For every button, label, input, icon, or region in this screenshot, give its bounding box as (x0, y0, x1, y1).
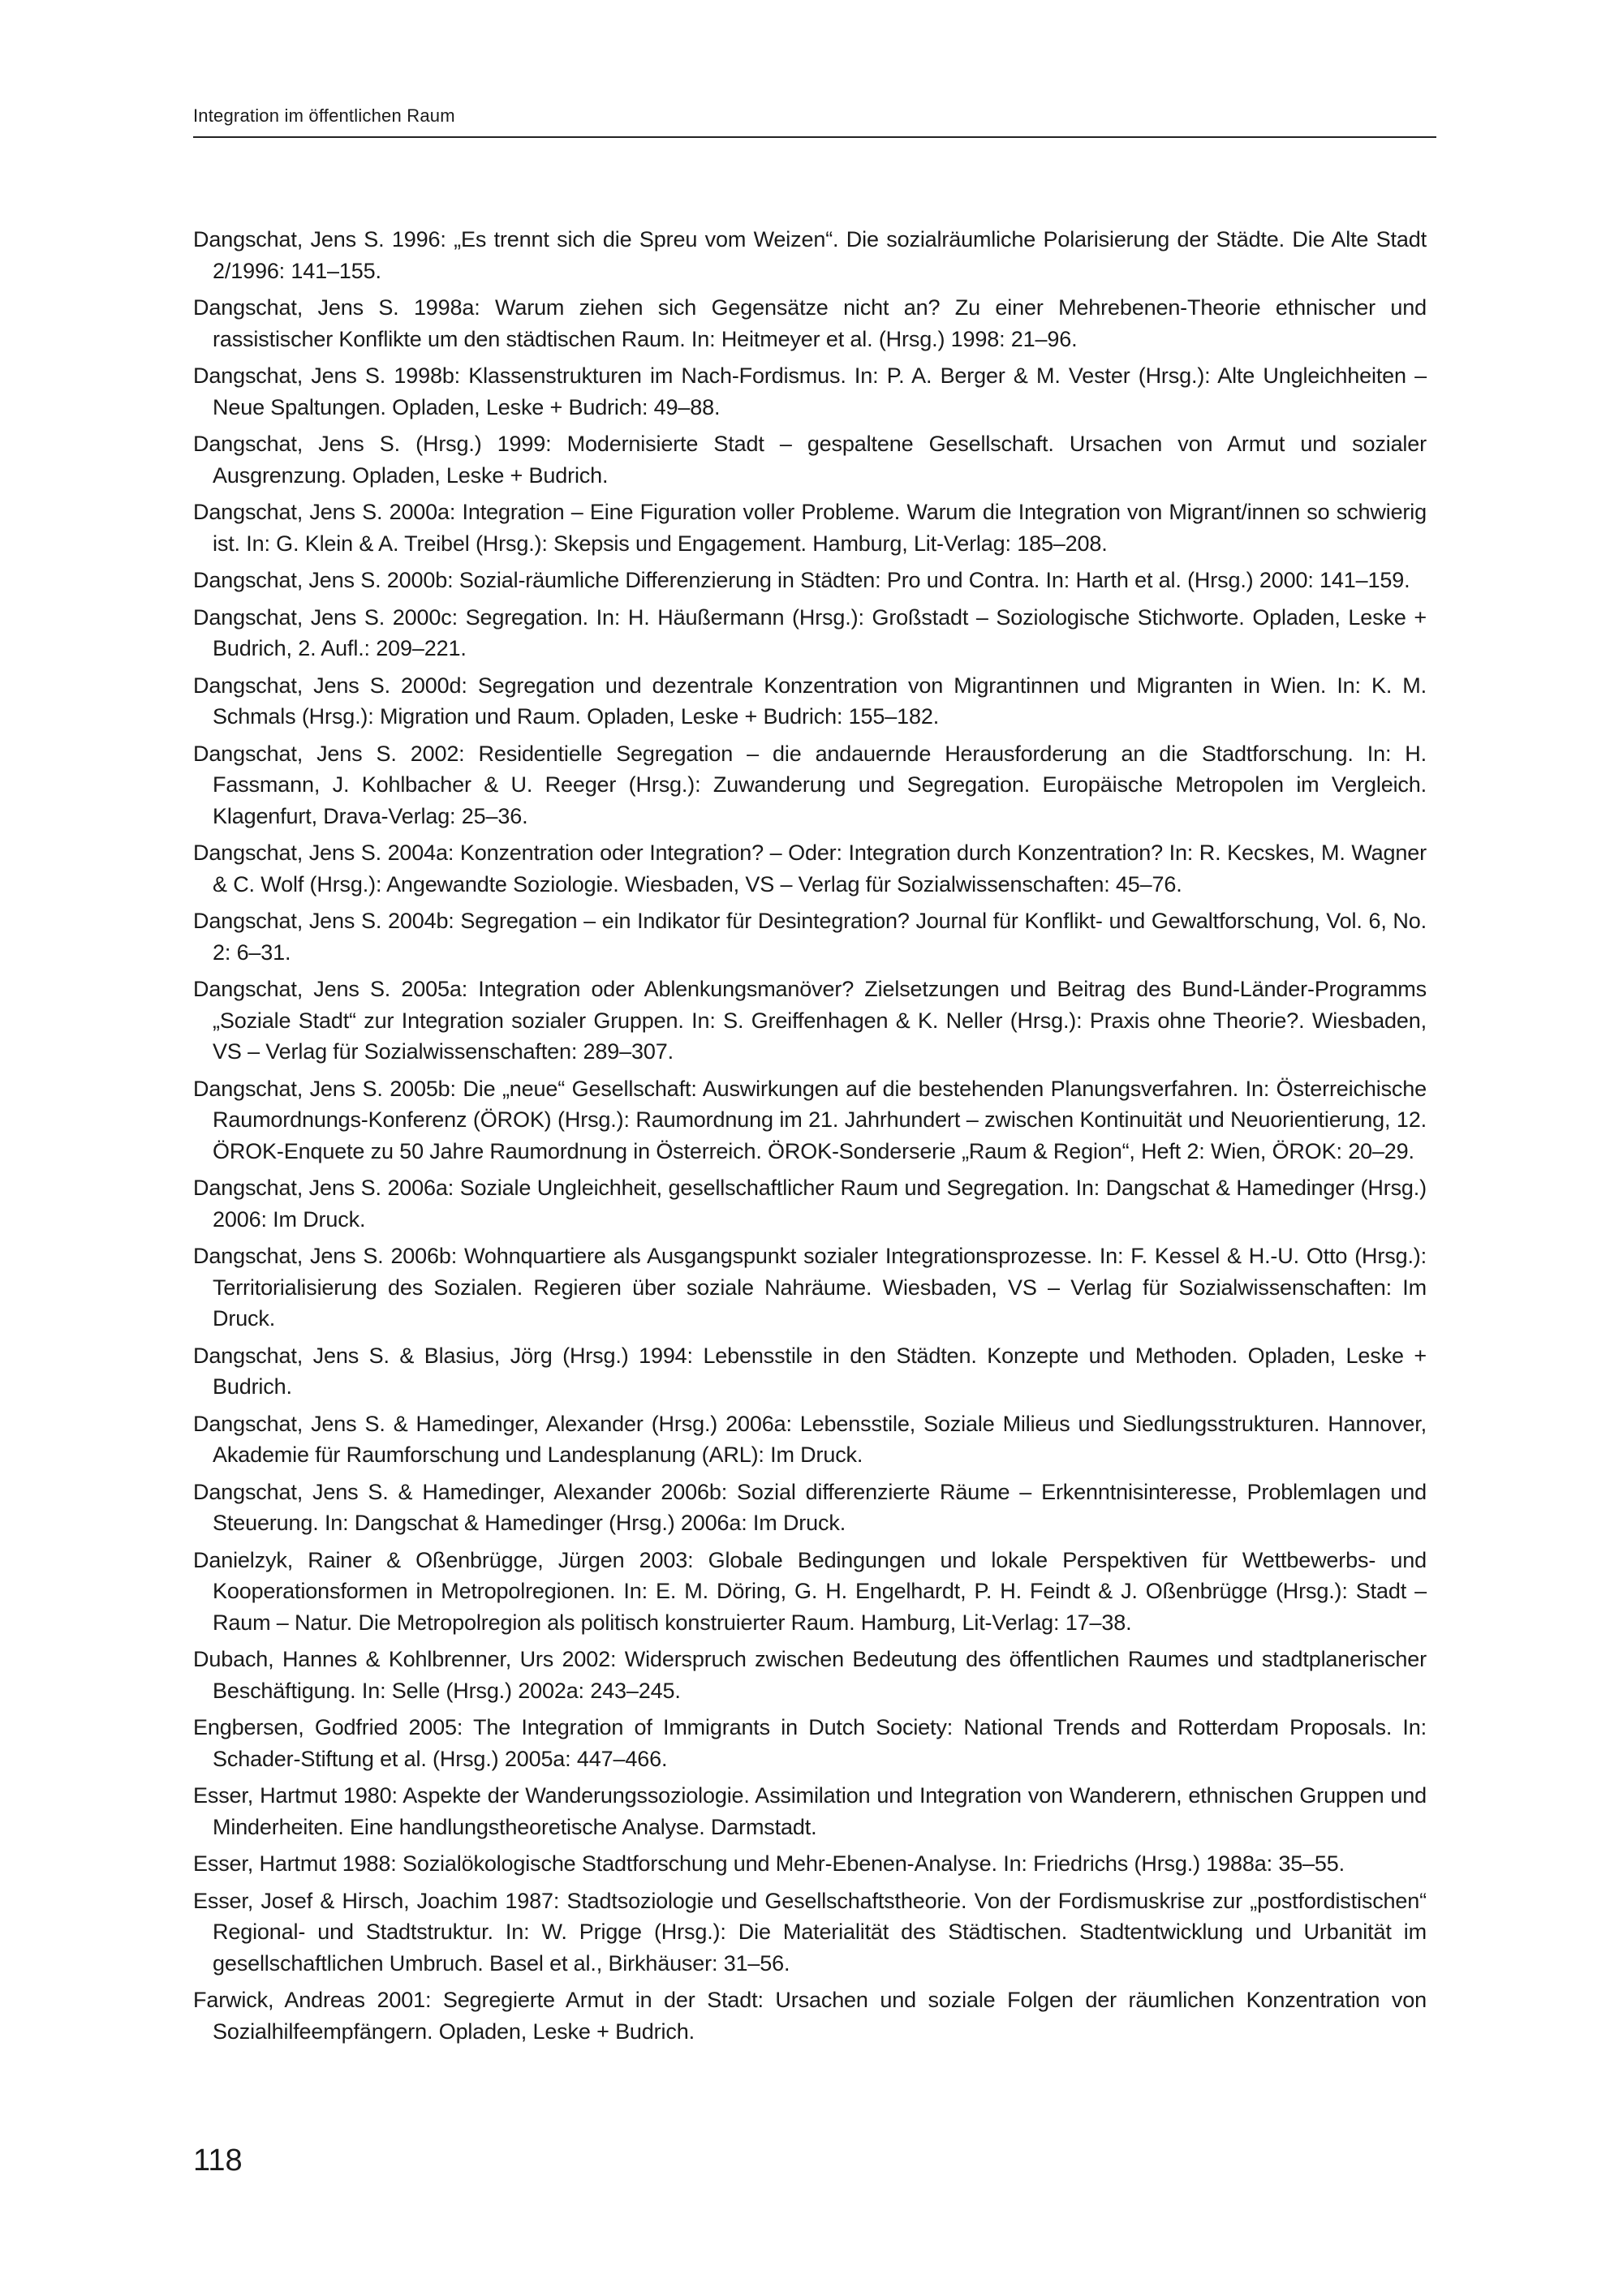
reference-entry: Dangschat, Jens S. & Blasius, Jörg (Hrsg.) 1994: Lebensstile in den Städten. Konzepte und Methoden. Opladen, Leske + Budrich. (193, 1343, 1427, 1399)
page-number: 118 (193, 2143, 243, 2178)
reference-entry: Dangschat, Jens S. 2000d: Segregation und dezentrale Konzentration von Migrantinnen und Migranten in Wien. In: K. M. Schmals (Hrsg.): Migration und Raum. Opladen, Leske + Budrich: 155–182. (193, 673, 1427, 729)
reference-entry: Dangschat, Jens S. 1998a: Warum ziehen sich Gegensätze nicht an? Zu einer Mehrebenen-Theorie ethnischer und rassistischer Konflikte um den städtischen Raum. In: Heitmeyer et al. (Hrsg.) 1998: 21–96. (193, 295, 1427, 351)
reference-entry: Esser, Josef & Hirsch, Joachim 1987: Stadtsoziologie und Gesellschaftstheorie. Von der Fordismuskrise zur „postfordistischen“ Regional- und Stadtstruktur. In: W. Prigge (Hrsg.): Die Materialität des Städtischen. Stadtentwicklung und Urbanität im gesellschaftlichen Umbruch. Basel et al., Birkhäuser: 31–56. (193, 1888, 1427, 1976)
reference-entry: Dangschat, Jens S. 1998b: Klassenstrukturen im Nach-Fordismus. In: P. A. Berger & M. Vester (Hrsg.): Alte Ungleichheiten – Neue Spaltungen. Opladen, Leske + Budrich: 49–88. (193, 363, 1427, 419)
reference-entry: Dangschat, Jens S. & Hamedinger, Alexander (Hrsg.) 2006a: Lebensstile, Soziale Milieus und Siedlungsstrukturen. Hannover, Akademie für Raumforschung und Landesplanung (ARL): Im Druck. (193, 1411, 1427, 1467)
reference-entry: Dangschat, Jens S. 2005a: Integration oder Ablenkungsmanöver? Zielsetzungen und Beitrag des Bund-Länder-Programms „Soziale Stadt“ zur Integration sozialer Gruppen. In: S. Greiffenhagen & K. Neller (Hrsg.): Praxis ohne Theorie?. Wiesbaden, VS – Verlag für Sozialwissenschaften: 289–307. (193, 977, 1427, 1064)
reference-entry: Esser, Hartmut 1980: Aspekte der Wanderungssoziologie. Assimilation und Integration von Wanderern, ethnischen Gruppen und Minderheiten. Eine handlungstheoretische Analyse. Darmstadt. (193, 1783, 1427, 1839)
reference-entry: Dangschat, Jens S. 2000a: Integration – Eine Figuration voller Probleme. Warum die Integration von Migrant/innen so schwierig ist. In: G. Klein & A. Treibel (Hrsg.): Skepsis und Engagement. Hamburg, Lit-Verlag: 185–208. (193, 500, 1427, 556)
reference-entry: Farwick, Andreas 2001: Segregierte Armut in der Stadt: Ursachen und soziale Folgen der räumlichen Konzentration von Sozialhilfeempfängern. Opladen, Leske + Budrich. (193, 1988, 1427, 2044)
reference-entry: Dangschat, Jens S. 2005b: Die „neue“ Gesellschaft: Auswirkungen auf die bestehenden Planungsverfahren. In: Österreichische Raumordnungs-Konferenz (ÖROK) (Hrsg.): Raumordnung im 21. Jahrhundert – zwischen Kontinuität und Neuorientierung, 12. ÖROK-Enquete zu 50 Jahre Raumordnung in Österreich. ÖROK-Sonderserie „Raum & Region“, Heft 2: Wien, ÖROK: 20–29. (193, 1076, 1427, 1163)
reference-entry: Dangschat, Jens S. 2004a: Konzentration oder Integration? – Oder: Integration durch Konzentration? In: R. Kecskes, M. Wagner & C. Wolf (Hrsg.): Angewandte Soziologie. Wiesbaden, VS – Verlag für Sozialwissenschaften: 45–76. (193, 841, 1427, 896)
reference-entry: Dangschat, Jens S. 2000b: Sozial-räumliche Differenzierung in Städten: Pro und Contra. In: Harth et al. (Hrsg.) 2000: 141–159. (193, 568, 1410, 592)
reference-entry: Dangschat, Jens S. 2006a: Soziale Ungleichheit, gesellschaftlicher Raum und Segregation. In: Dangschat & Hamedinger (Hrsg.) 2006: Im Druck. (193, 1176, 1427, 1232)
header-rule (193, 136, 1436, 138)
reference-entry: Engbersen, Godfried 2005: The Integration of Immigrants in Dutch Society: National Trends and Rotterdam Proposals. In: Schader-Stiftung et al. (Hrsg.) 2005a: 447–466. (193, 1715, 1427, 1771)
reference-entry: Dangschat, Jens S. 2004b: Segregation – ein Indikator für Desintegration? Journal für Konflikt- und Gewaltforschung, Vol. 6, No. 2: 6–31. (193, 909, 1427, 965)
reference-entry: Dangschat, Jens S. 2002: Residentielle Segregation – die andauernde Herausforderung an die Stadtforschung. In: H. Fassmann, J. Kohlbacher & U. Reeger (Hrsg.): Zuwanderung und Segregation. Europäische Metropolen im Vergleich. Klagenfurt, Drava-Verlag: 25–36. (193, 741, 1427, 828)
reference-entry: Dubach, Hannes & Kohlbrenner, Urs 2002: Widerspruch zwischen Bedeutung des öffentlichen Raumes und stadtplanerischer Beschäftigung. In: Selle (Hrsg.) 2002a: 243–245. (193, 1647, 1427, 1703)
reference-entry: Dangschat, Jens S. 1996: „Es trennt sich die Spreu vom Weizen“. Die sozialräumliche Polarisierung der Städte. Die Alte Stadt 2/1996: 141–155. (193, 227, 1427, 283)
reference-entry: Dangschat, Jens S. 2006b: Wohnquartiere als Ausgangspunkt sozialer Integrationsprozesse. In: F. Kessel & H.-U. Otto (Hrsg.): Territorialisierung des Sozialen. Regieren über soziale Nahräume. Wiesbaden, VS – Verlag für Sozialwissenschaften: Im Druck. (193, 1244, 1427, 1331)
reference-list (193, 224, 1427, 2053)
reference-entry: Dangschat, Jens S. (Hrsg.) 1999: Modernisierte Stadt – gespaltene Gesellschaft. Ursachen von Armut und sozialer Ausgrenzung. Opladen, Leske + Budrich. (193, 432, 1427, 488)
reference-entry: Dangschat, Jens S. & Hamedinger, Alexander 2006b: Sozial differenzierte Räume – Erkenntnisinteresse, Problemlagen und Steuerung. In: Dangschat & Hamedinger (Hrsg.) 2006a: Im Druck. (193, 1479, 1427, 1535)
running-header: Integration im öffentlichen Raum (193, 105, 455, 126)
reference-entry: Danielzyk, Rainer & Oßenbrügge, Jürgen 2003: Globale Bedingungen und lokale Perspektiven für Wettbewerbs- und Kooperationsformen in Metropolregionen. In: E. M. Döring, G. H. Engelhardt, P. H. Feindt & J. Oßenbrügge (Hrsg.): Stadt – Raum – Natur. Die Metropolregion als politisch konstruierter Raum. Hamburg, Lit-Verlag: 17–38. (193, 1547, 1427, 1635)
reference-entry: Esser, Hartmut 1988: Sozialökologische Stadtforschung und Mehr-Ebenen-Analyse. In: Friedrichs (Hrsg.) 1988a: 35–55. (193, 1851, 1345, 1876)
reference-entry: Dangschat, Jens S. 2000c: Segregation. In: H. Häußermann (Hrsg.): Großstadt – Soziologische Stichworte. Opladen, Leske + Budrich, 2. Aufl.: 209–221. (193, 604, 1427, 660)
